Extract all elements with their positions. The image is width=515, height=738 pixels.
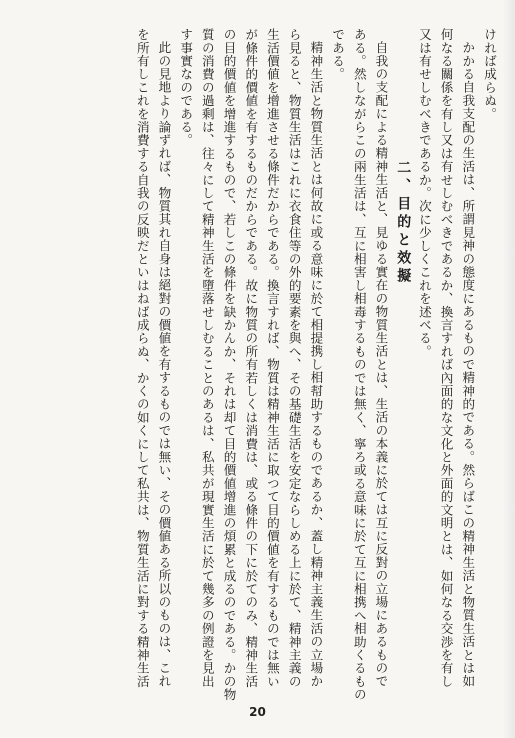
text-line: 生活價値を增進させる條件だからである。換言すれば、物質は精神生活に取つて目的價値を有するものでは無い (264, 28, 280, 688)
text-line: ければ成らぬ。 (482, 28, 497, 121)
text-line: の目的價値を增進するもので、若しこの條件を缺かんか、それは却て目的價値增進の煩累と成るのである。かの物 (221, 28, 237, 702)
text-line: を所有しこれを消費する自我の反映だといはねば成らぬ、かくの如くにして私共は、物質生活に對する精神生活 (134, 28, 150, 688)
text-line: ある。然しながらこの兩生活は、互に相害し相毒するものでは無く、寧ろ或る意味に於て互に相携へ相助くるもの (351, 28, 367, 702)
text-line: 精神生活と物質生活とは何故に或る意味に於て相提携し相幇助するものであるか、蓋し精神主義生活の立場か (308, 40, 324, 688)
text-line: が條件的價値を有するものだからである。故に物質の所有若しくは消費は、或る條件の下に於てのみ、精神生活 (243, 28, 259, 688)
text-line: ら見ると、物質生活はこれに衣食住等の外的要素を與へ、その基礎生活を安定ならしめる上に於て、精神主義の (286, 28, 302, 688)
text-line: 此の見地より論ずれば、物質其れ自身は絕對の價値を有するものでは無い、その價値ある所以のものは、これ (156, 40, 172, 688)
page-number: 20 (249, 705, 266, 719)
text-line: 又は有せしむべきであるか。次に少しくこれを述べる。 (416, 28, 432, 358)
text-line: である。 (330, 28, 346, 81)
section-heading: 二、目的と效擬 (395, 160, 412, 286)
text-line: かかる自我支配の生活は、所謂見神の態度にあるもので精神的である。然らばこの精神生活と物質生活とは如 (460, 40, 476, 688)
page-edge-shadow (503, 0, 515, 738)
vertical-text-body (38, 28, 500, 702)
text-line: 質の消費の過剩は、往々にして精神生活を墮落せしむることのあるは、私共が現實生活に於て幾多の例證を見出 (199, 28, 215, 688)
text-line: 何なる關係を有し又は有せしむべきであるか、換言すれば內面的な文化と外面的文明とは、如何なる交渉を有し (438, 28, 454, 688)
text-line: す事實なのである。 (178, 28, 194, 147)
text-line: 自我の支配による精神生活と、見ゆる實在の物質生活とは、生活の本義に於ては互に反對の立場にあるもので (373, 40, 389, 688)
